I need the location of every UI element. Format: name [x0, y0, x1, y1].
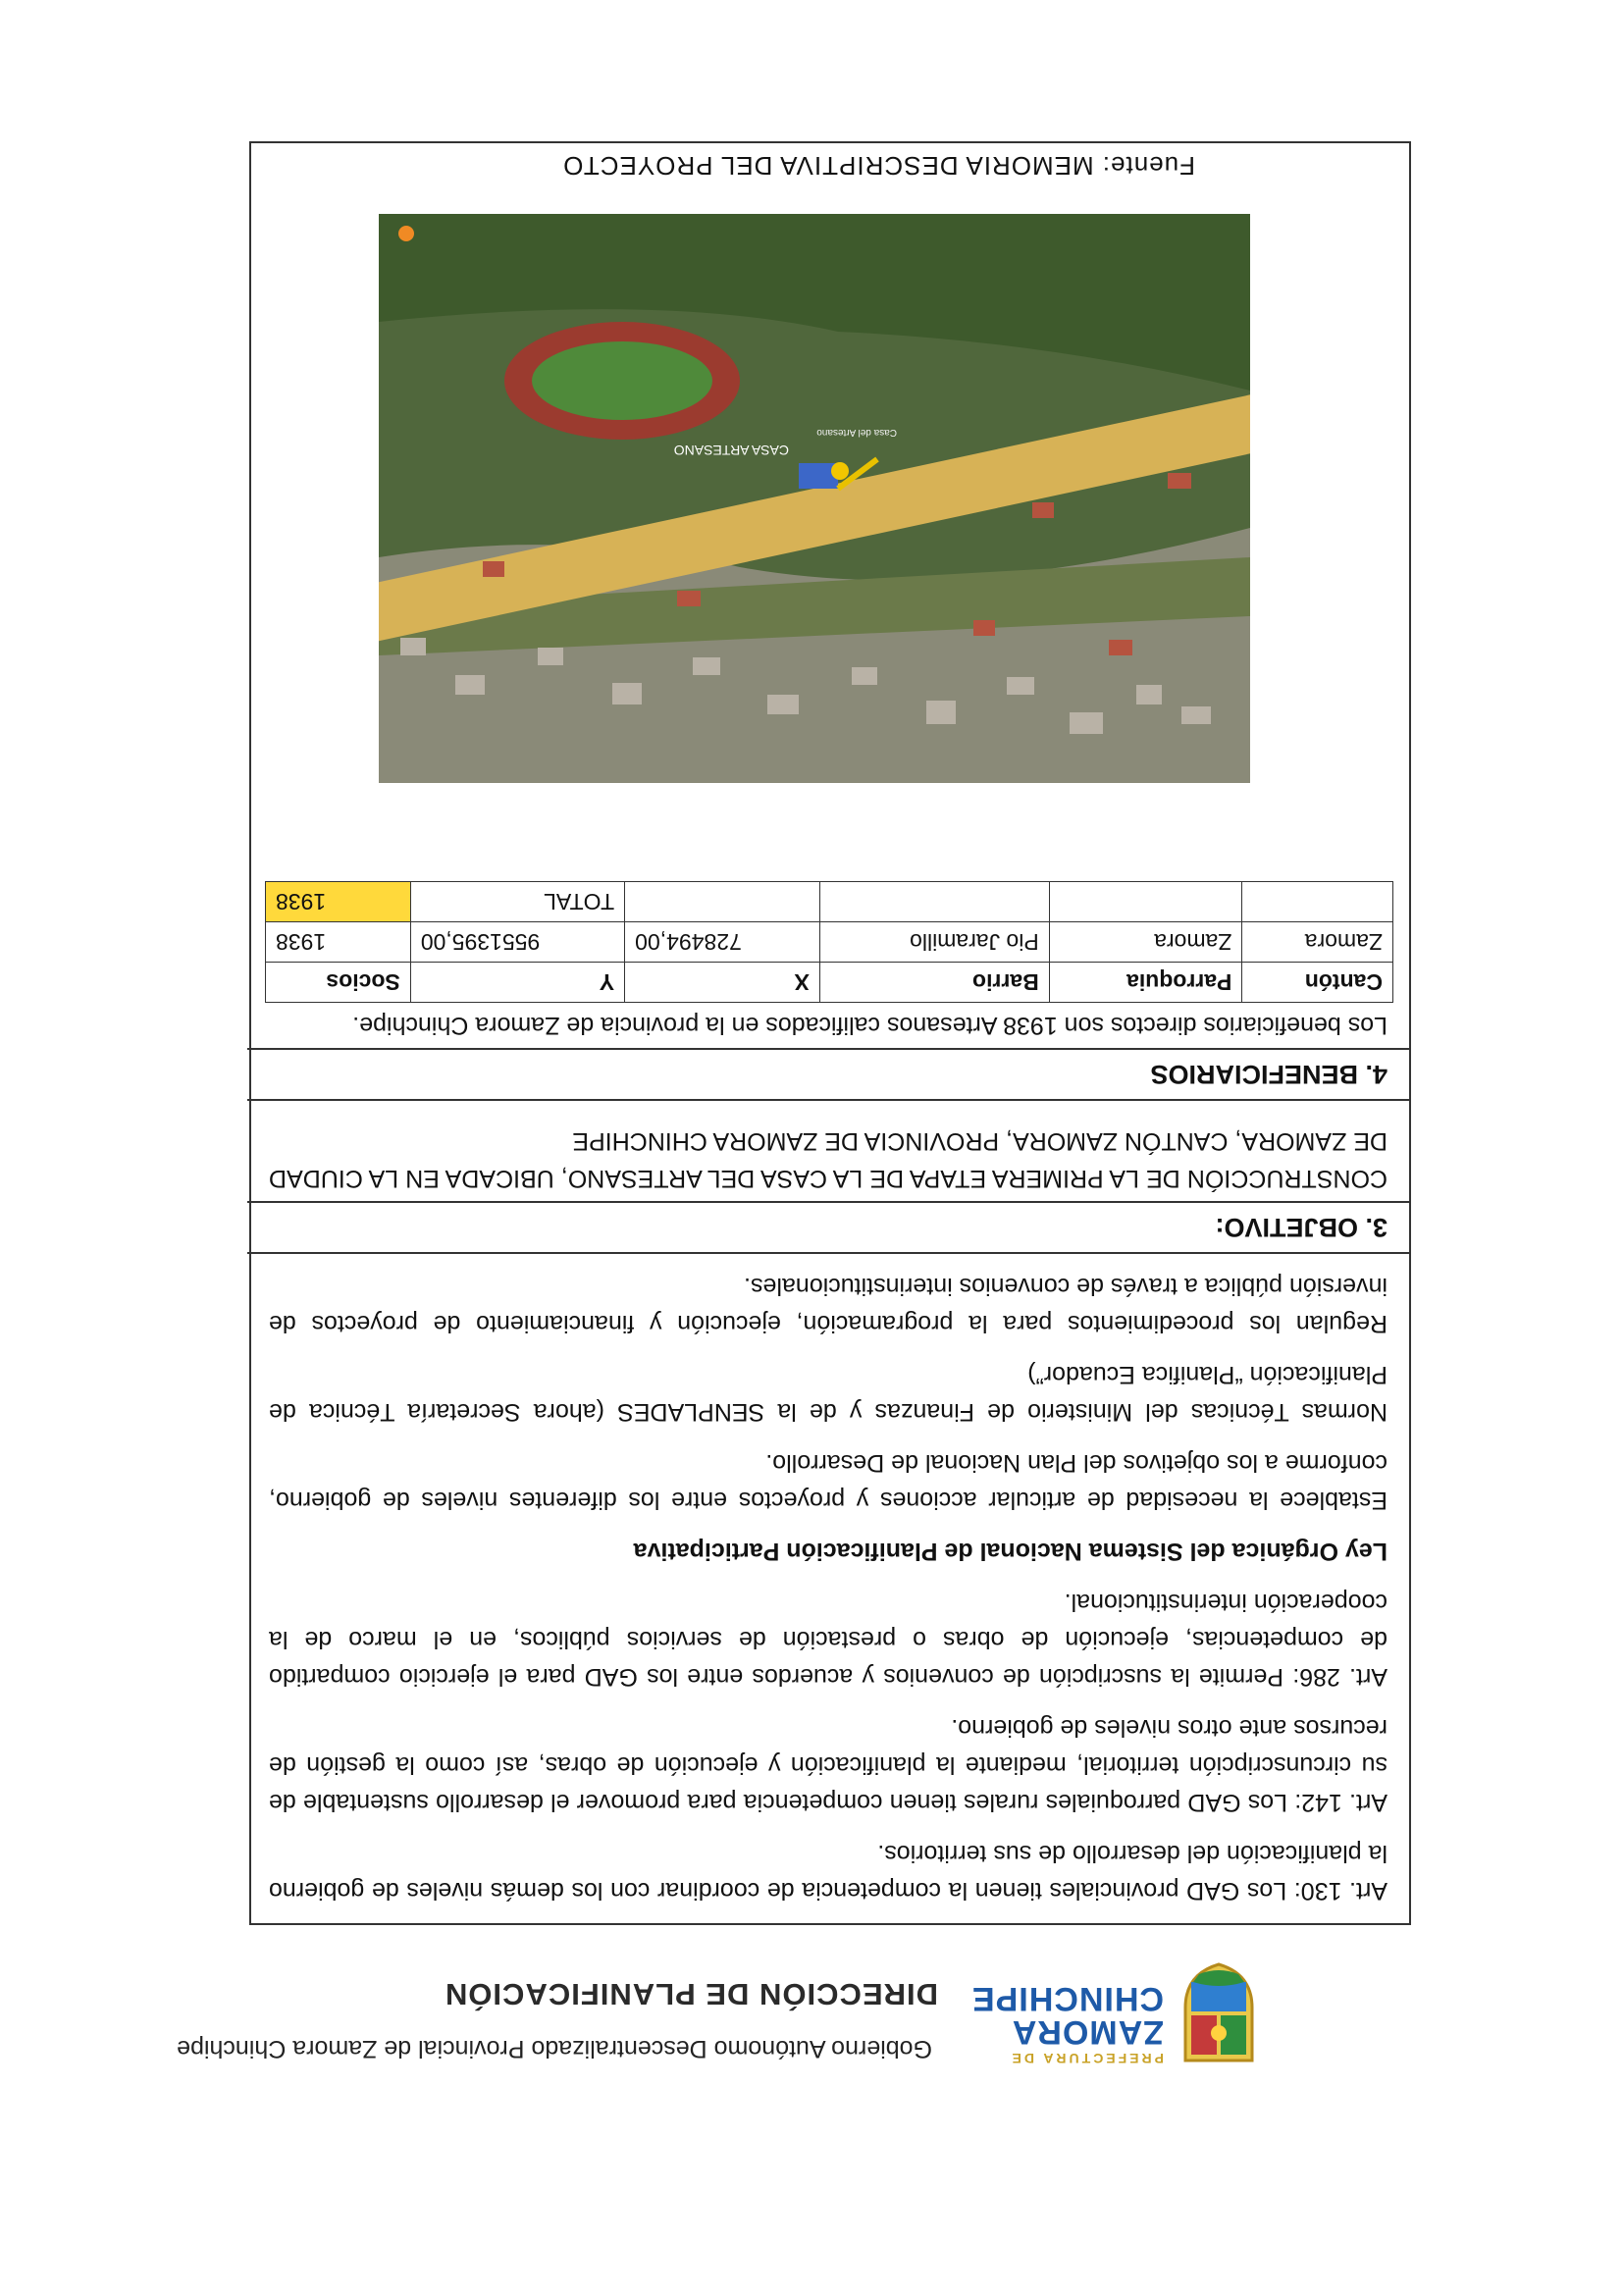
beneficiaries-text: Los beneficiarios directos son 1938 Artesanos calificados en la provincia de Zamora Chinchipe. [352, 1012, 1387, 1039]
pegman-icon [398, 226, 414, 241]
law-paragraph-2: Normas Técnicas del Ministerio de Finanzas y de la SENPLADES (ahora Secretaría Técnica de Planificación “Planifica Ecuador”) [269, 1361, 1387, 1426]
table-header: Parroquia [1049, 963, 1242, 1003]
content-frame [249, 141, 1411, 1925]
article-286: Art. 286: Permite la suscripción de convenios y acuerdos entre los GAD para el ejercicio compartido de competencias, ejecución de obras o prestación de servicios públicos, en el marco de la cooperación interinstitucional. [269, 1589, 1387, 1691]
map-graphic [379, 214, 1250, 783]
table-cell-empty [625, 882, 820, 922]
total-value: 1938 [266, 882, 411, 922]
table-header: Y [410, 963, 624, 1003]
figure-source: Fuente: MEMORIA DESCRIPTIVA DEL PROYECTO [562, 151, 1195, 181]
table-header: Socios [266, 963, 411, 1003]
beneficiaries-section [247, 871, 1409, 1050]
table-header: Cantón [1242, 963, 1393, 1003]
prefectura-logo [954, 1955, 1258, 2072]
location-pin-icon [831, 462, 849, 480]
law-paragraph-1: Establece la necesidad de articular acciones y proyectos entre los diferentes niveles de gobierno, conforme a los objetivos del Plan Nacional de Desarrollo. [269, 1449, 1387, 1514]
brand-prefix: PREFECTURA DE [1009, 2051, 1164, 2066]
table-cell-empty [1242, 882, 1393, 922]
table-cell: Zamora [1242, 922, 1393, 963]
government-name: Gobierno Autónomo Descentralizado Provincial de Zamora Chinchipe [177, 2035, 932, 2062]
map-small-label: Casa del Artesano [816, 427, 897, 438]
table-cell: Zamora [1049, 922, 1242, 963]
table-cell: 9551395,00 [410, 922, 624, 963]
table-total-row [266, 882, 1393, 922]
map-pin-label: CASA ARTESANO [673, 443, 789, 458]
table-cell: 1938 [266, 922, 411, 963]
beneficiaries-table [265, 881, 1393, 1003]
document-body [269, 151, 1387, 1909]
table-cell-empty [819, 882, 1049, 922]
article-142: Art. 142: Los GAD parroquiales rurales tienen competencia para promover el desarrollo sustentable de su circunscripción territorial, mediante la planificación y ejecución de obras, así como la gestión de recursos ante otros niveles de gobierno. [269, 1714, 1387, 1816]
letterhead [177, 1955, 1258, 2072]
table-cell: Pio Jaramillo [819, 922, 1049, 963]
total-label: TOTAL [410, 882, 624, 922]
brand-name [971, 1982, 1164, 2049]
satellite-map [379, 214, 1250, 783]
article-130: Art. 130: Los GAD provinciales tienen la competencia de coordinar con los demás niveles de gobierno la planificación del desarrollo de sus territorios. [269, 1840, 1387, 1905]
table-header: Barrio [819, 963, 1049, 1003]
law-paragraph-3: Regulan los procedimientos para la programación, ejecución y financiamiento de proyectos de inversión pública a través de convenios interinstitucionales. [269, 1273, 1387, 1337]
law-heading: Ley Orgánica del Sistema Nacional de Planificación Participativa [633, 1538, 1387, 1565]
department-name: DIRECCIÓN DE PLANIFICACIÓN [444, 1977, 938, 2011]
table-cell-empty [1049, 882, 1242, 922]
table-row [266, 922, 1393, 963]
brand-line-2: CHINCHIPE [970, 1980, 1164, 2017]
province-crest-icon [1179, 1960, 1258, 2068]
objective-heading: 3. OBJETIVO: [247, 1203, 1409, 1254]
table-cell: 728494,00 [625, 922, 820, 963]
table-header: X [625, 963, 820, 1003]
brand-line-1: ZAMORA [1011, 2013, 1164, 2051]
beneficiaries-heading: 4. BENEFICIARIOS [247, 1050, 1409, 1101]
table-header-row [266, 963, 1393, 1003]
stadium-field [532, 341, 712, 420]
objective-text: CONSTRUCCIÓN DE LA PRIMERA ETAPA DE LA CASA DEL ARTESANO, UBICADA EN LA CIUDAD DE ZAMORA, CANTÓN ZAMORA, PROVINCIA DE ZAMORA CHINCHIPE [247, 1113, 1409, 1203]
